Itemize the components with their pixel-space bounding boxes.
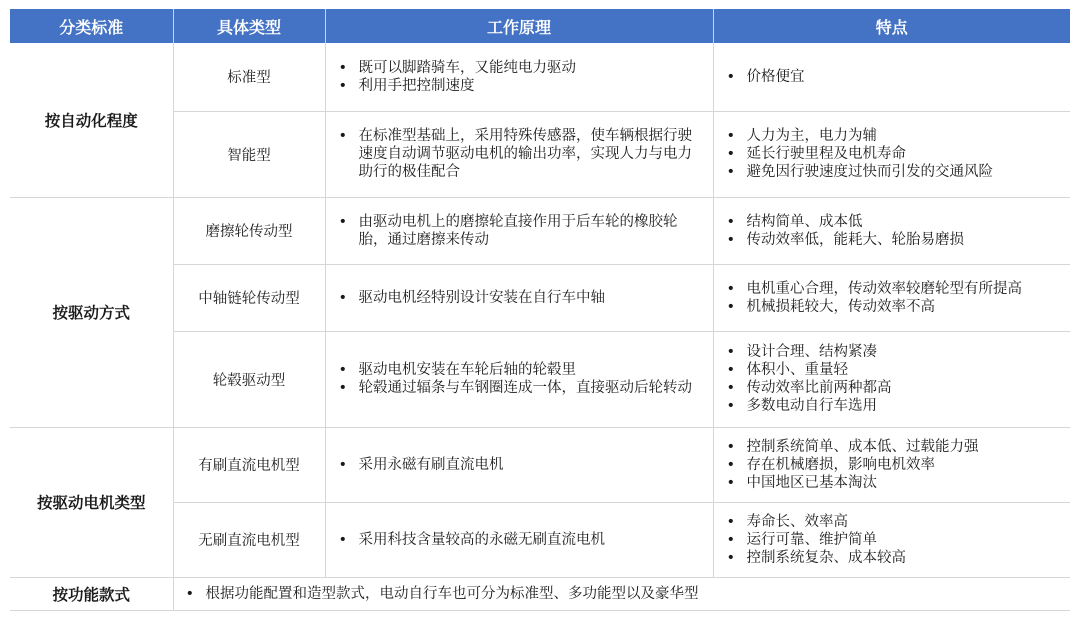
category-cell: 按驱动电机类型 bbox=[10, 427, 173, 577]
note-cell bbox=[173, 577, 1070, 610]
list-item: • 传动效率比前两种都高 bbox=[747, 379, 1063, 397]
classification-table bbox=[10, 9, 1070, 611]
principle-cell bbox=[325, 427, 713, 502]
list-item: • 多数电动自行车选用 bbox=[747, 397, 1063, 415]
list-item: • 采用科技含量较高的永磁无刷直流电机 bbox=[359, 531, 705, 549]
list-item: • 传动效率低，能耗大、轮胎易磨损 bbox=[747, 231, 1063, 249]
features-cell bbox=[713, 502, 1070, 577]
table-row bbox=[10, 43, 1070, 111]
header-category: 分类标准 bbox=[10, 9, 173, 43]
category-cell: 按功能款式 bbox=[10, 577, 173, 610]
principle-cell bbox=[325, 197, 713, 264]
list-item: • 既可以脚踏骑车，又能纯电力驱动 bbox=[359, 59, 705, 77]
list-item: • 驱动电机安装在车轮后轴的轮毂里 bbox=[359, 361, 705, 379]
principle-cell bbox=[325, 111, 713, 197]
header-principle: 工作原理 bbox=[325, 9, 713, 43]
category-cell: 按驱动方式 bbox=[10, 197, 173, 427]
list-item: • 利用手把控制速度 bbox=[359, 77, 705, 95]
list-item: • 寿命长、效率高 bbox=[747, 513, 1063, 531]
list-item: • 控制系统简单、成本低、过载能力强 bbox=[747, 438, 1063, 456]
list-item: • 由驱动电机上的磨擦轮直接作用于后车轮的橡胶轮胎，通过磨擦来传动 bbox=[359, 213, 705, 249]
list-item: • 根据功能配置和造型款式，电动自行车也可分为标准型、多功能型以及豪华型 bbox=[206, 585, 1063, 603]
list-item: • 人力为主，电力为辅 bbox=[747, 127, 1063, 145]
list-item: • 运行可靠、维护简单 bbox=[747, 531, 1063, 549]
principle-cell bbox=[325, 264, 713, 331]
principle-cell bbox=[325, 331, 713, 427]
type-cell: 智能型 bbox=[173, 111, 325, 197]
list-item: • 机械损耗较大，传动效率不高 bbox=[747, 298, 1063, 316]
type-cell: 无刷直流电机型 bbox=[173, 502, 325, 577]
list-item: • 电机重心合理，传动效率较磨轮型有所提高 bbox=[747, 280, 1063, 298]
type-cell: 轮毂驱动型 bbox=[173, 331, 325, 427]
list-item: • 存在机械磨损，影响电机效率 bbox=[747, 456, 1063, 474]
table-row bbox=[10, 197, 1070, 264]
list-item: • 价格便宜 bbox=[747, 68, 1063, 86]
type-cell: 标准型 bbox=[173, 43, 325, 111]
type-cell: 中轴链轮传动型 bbox=[173, 264, 325, 331]
features-cell bbox=[713, 331, 1070, 427]
list-item: • 轮毂通过辐条与车钢圈连成一体，直接驱动后轮转动 bbox=[359, 379, 705, 397]
list-item: • 采用永磁有刷直流电机 bbox=[359, 456, 705, 474]
header-row bbox=[10, 9, 1070, 43]
features-cell bbox=[713, 427, 1070, 502]
list-item: • 结构简单、成本低 bbox=[747, 213, 1063, 231]
header-features: 特点 bbox=[713, 9, 1070, 43]
type-cell: 磨擦轮传动型 bbox=[173, 197, 325, 264]
table-row bbox=[10, 427, 1070, 502]
header-type: 具体类型 bbox=[173, 9, 325, 43]
features-cell bbox=[713, 43, 1070, 111]
principle-cell bbox=[325, 43, 713, 111]
list-item: • 设计合理、结构紧凑 bbox=[747, 343, 1063, 361]
list-item: • 中国地区已基本淘汰 bbox=[747, 474, 1063, 492]
table-row bbox=[10, 577, 1070, 610]
list-item: • 驱动电机经特别设计安装在自行车中轴 bbox=[359, 289, 705, 307]
list-item: • 避免因行驶速度过快而引发的交通风险 bbox=[747, 163, 1063, 181]
list-item: • 在标准型基础上，采用特殊传感器，使车辆根据行驶速度自动调节驱动电机的输出功率，实现人力与电力助行的极佳配合 bbox=[359, 127, 705, 181]
type-cell: 有刷直流电机型 bbox=[173, 427, 325, 502]
principle-cell bbox=[325, 502, 713, 577]
list-item: • 控制系统复杂、成本较高 bbox=[747, 549, 1063, 567]
category-cell: 按自动化程度 bbox=[10, 43, 173, 197]
features-cell bbox=[713, 264, 1070, 331]
features-cell bbox=[713, 111, 1070, 197]
features-cell bbox=[713, 197, 1070, 264]
list-item: • 体积小、重量轻 bbox=[747, 361, 1063, 379]
list-item: • 延长行驶里程及电机寿命 bbox=[747, 145, 1063, 163]
